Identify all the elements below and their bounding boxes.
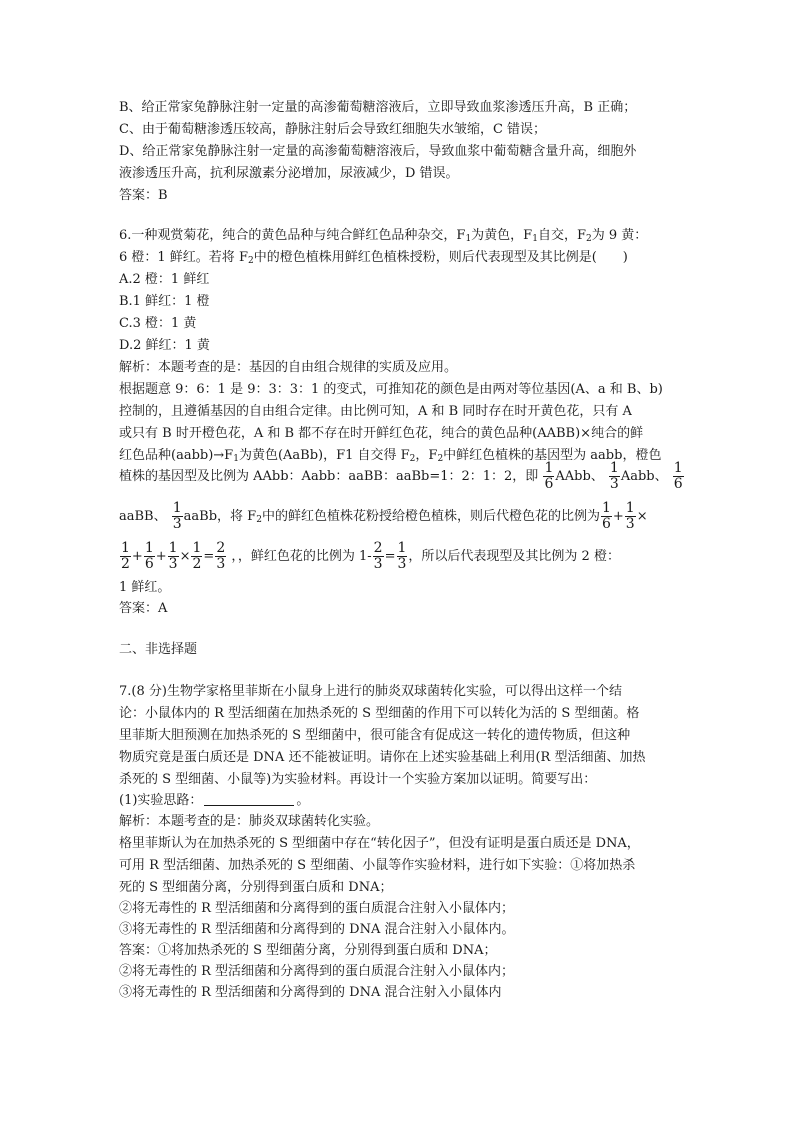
fraction-1-3: $\frac{1}{3}$ [625,500,635,532]
q7-stem-line-1: 7.(8 分)生物学家格里菲斯在小鼠身上进行的肺炎双球菌转化实验，可以得出这样一个结 [119,684,622,699]
q7-stem-line-4: 物质究竟是蛋白质还是 DNA 还不能被证明。请你在上述实验基础上利用(R 型活细菌、加热 [119,750,646,765]
q7-analysis-title: 解析：本题考查的是：肺炎双球菌转化实验。 [119,814,380,829]
fraction-1-3: $\frac{1}{3}$ [172,500,182,532]
fraction-1-6: $\frac{1}{6}$ [601,500,611,532]
q6-explanation-line-4: 红色品种$(aabb)\to F_1$为黄色(AaBb)，F1 自交得 $F_2$，$F_2$中鲜红色植株的基因型为 aabb，橙色 [119,448,662,464]
q7-answer-line-1: 答案：①将加热杀死的 S 型细菌分离，分别得到蛋白质和 DNA； [119,943,497,958]
q6-stem-line-1: 6.一种观赏菊花，纯合的黄色品种与纯合鲜红色品种杂交，$F_1$为黄色，$F_1$自交，$F_2$为 9 黄： [119,228,648,244]
q6-option-a: A.2 橙：1 鲜红 [119,272,210,287]
fraction-1-3: $\frac{1}{3}$ [168,540,178,572]
fraction-2-3: $\frac{2}{3}$ [216,540,226,572]
q7-explanation-line-3: 死的 S 型细菌分离，分别得到蛋白质和 DNA； [119,880,393,895]
q5-option-b-explanation: B、给正常家兔静脉注射一定量的高渗葡萄糖溶液后，立即导致血浆渗透压升高，B 正确； [119,100,637,115]
q7-explanation-line-1: 格里菲斯认为在加热杀死的 S 型细菌中存在“转化因子”，但没有证明是蛋白质还是 DNA， [119,836,640,851]
q6-stem-line-2: 6 橙：1 鲜红。若将 $F_2$中的橙色植株用鲜红色植株授粉，则后代表现型及其比例是( ) [119,250,628,266]
fraction-1-6: $\frac{1}{6}$ [544,460,554,492]
q6-explanation-line-8: 1 鲜红。 [119,580,171,595]
q5-option-d-explanation-2: 液渗透压升高，抗利尿激素分泌增加，尿液减少，D 错误。 [119,166,459,181]
q6-explanation-line-7: $\frac{1}{2}$ + $\frac{1}{6}$ + $\frac{1}{3}$ × $\frac{1}{2}$ = $\frac{2}{3}$ ，，鲜红色花的比例为 1- $\frac{2}{3}$ = $\frac{1}{3}$ ，所以后代表现型及其比例为 2 橙： [121,540,620,572]
q7-stem-line-3: 里菲斯大胆预测在加热杀死的 S 型细菌中，很可能含有促成这一转化的遗传物质，但这种 [119,728,631,743]
answer-blank [204,791,294,806]
q6-option-c: C.3 橙：1 黄 [119,316,197,331]
q6-explanation-line-5: 植株的基因型及比例为 AAbb：Aabb：aaBB：aaBb=1：2：1：2，即 $\frac{1}{6}$ AAbb、 $\frac{1}{3}$ Aabb、 $\frac{1}{6}$ [119,460,683,492]
fraction-2-3: $\frac{2}{3}$ [373,540,383,572]
fraction-1-3: $\frac{1}{3}$ [397,540,407,572]
q5-option-c-explanation: C、由于葡萄糖渗透压较高，静脉注射后会导致红细胞失水皱缩，C 错误； [119,122,547,137]
q7-stem-line-5: 杀死的 S 型细菌、小鼠等)为实验材料。再设计一个实验方案加以证明。简要写出： [119,772,597,787]
q7-explanation-line-2: 可用 R 型活细菌、加热杀死的 S 型细菌、小鼠等作实验材料，进行如下实验：①将加热杀 [119,858,636,873]
q6-option-d: D.2 鲜红：1 黄 [119,338,210,353]
q6-analysis-title: 解析：本题考查的是：基因的自由组合规律的实质及应用。 [119,360,458,375]
q7-answer-line-2: ②将无毒性的 R 型活细菌和分离得到的蛋白质混合注射入小鼠体内； [119,964,515,979]
q6-explanation-line-3: 或只有 B 时开橙色花，A 和 B 都不存在时开鲜红色花，纯合的黄色品种(AABB)×纯合的鲜 [119,426,644,441]
fraction-1-2: $\frac{1}{2}$ [192,540,202,572]
q6-option-b: B.1 鲜红：1 橙 [119,294,210,309]
q6-explanation-line-2: 控制的，且遵循基因的自由组合定律。由比例可知，A 和 B 同时存在时开黄色花，只有 A [119,404,632,419]
fraction-1-2: $\frac{1}{2}$ [121,540,130,572]
fraction-1-6: $\frac{1}{6}$ [673,460,683,492]
q7-explanation-line-5: ③将无毒性的 R 型活细菌和分离得到的 DNA 混合注射入小鼠体内。 [119,922,515,937]
q7-explanation-line-4: ②将无毒性的 R 型活细菌和分离得到的蛋白质混合注射入小鼠体内； [119,901,515,916]
section-heading: 二、非选择题 [119,642,198,657]
q5-answer: 答案：B [119,188,168,203]
q7-subquestion-1: (1)实验思路： 。 [119,793,310,808]
q5-option-d-explanation-1: D、给正常家兔静脉注射一定量的高渗葡萄糖溶液后，导致血浆中葡萄糖含量升高，细胞外 [119,144,637,159]
fraction-1-3: $\frac{1}{3}$ [609,460,619,492]
q6-explanation-line-6: aaBB、 $\frac{1}{3}$ aaBb，将 $F_2$中的鲜红色植株花粉授给橙色植株，则后代橙色花的比例为 $\frac{1}{6}$ + $\frac{1}{3}$ × [119,500,648,532]
q6-explanation-line-1: 根据题意 9：6：1 是 9：3：3：1 的变式，可推知花的颜色是由两对等位基因(A、a 和 B、b) [119,382,663,397]
q7-answer-line-3: ③将无毒性的 R 型活细菌和分离得到的 DNA 混合注射入小鼠体内 [119,985,502,1000]
q6-answer: 答案：A [119,601,168,616]
fraction-1-6: $\frac{1}{6}$ [144,540,154,572]
q7-stem-line-2: 论：小鼠体内的 R 型活细菌在加热杀死的 S 型细菌的作用下可以转化为活的 S 型细菌。格 [119,706,640,721]
